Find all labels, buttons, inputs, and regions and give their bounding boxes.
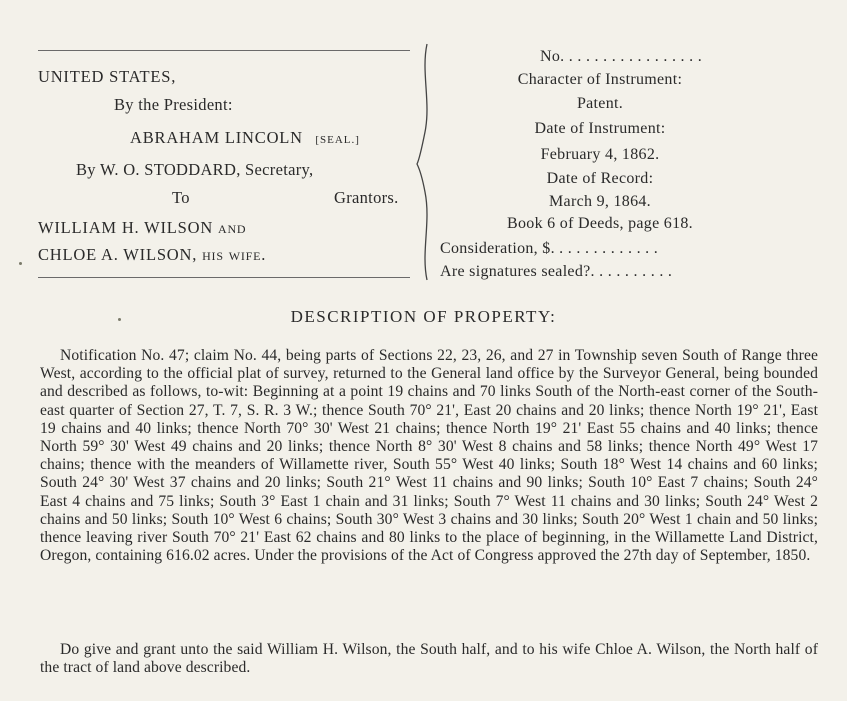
secretary-line: By W. O. STODDARD, Secretary, [76,160,314,179]
section-heading: DESCRIPTION OF PROPERTY: [290,307,557,326]
grantors-word: Grantors. [334,188,399,207]
character-label: Character of Instrument: [517,71,683,88]
brace-divider [415,42,439,282]
to-word: To [172,188,190,207]
president-name-line [130,128,360,148]
parties-block [38,50,410,277]
by-president-line: By the President: [114,95,233,114]
book-reference: Book 6 of Deeds, page 618. [507,215,693,232]
date-instrument-value: February 4, 1862. [540,146,660,163]
united-states-line: UNITED STATES, [38,67,177,86]
date-record-value: March 9, 1864. [549,193,651,210]
character-value: Patent. [576,95,624,112]
date-instrument-label: Date of Instrument: [534,120,666,137]
grantee-line-1: WILLIAM H. WILSON and [38,218,247,237]
signatures-sealed-line: Are signatures sealed?. . . . . . . . . . [440,263,673,280]
date-record-label: Date of Record: [546,170,654,187]
grant-clause-paragraph: Do give and grant unto the said William H. Wilson, the South half, and to his wife Chloe A. Wilson, the North half of the tract of land above described. [40,641,818,677]
president-name: ABRAHAM LINCOLN [130,128,303,147]
seal-mark: [SEAL.] [315,134,360,146]
grantee-line-2: CHLOE A. WILSON, his wife. [38,245,267,264]
property-description-paragraph: Notification No. 47; claim No. 44, being parts of Sections 22, 23, 26, and 27 in Township seven South of Range three West, according to the official plat of survey, returned to the General land office by the Surveyor General, being bounded and described as follows, to-wit: Beginning at a point 19 chains and 70 links South of the North-east corner of the South-east quarter of Section 27, T. 7, S. R. 3 W.; thence South 70° 21', East 20 chains and 20 links; thence North 19° 21', East 19 chains and 40 links; thence North 70° 30' West 21 chains; thence North 19° 21' East 55 chains and 40 links; thence North 59° 30' West 49 chains and 20 links; thence North 8° 30' West 8 chains and 58 links; thence North 49° West 17 chains; thence with the meanders of Willamette river, South 55° West 40 links; South 18° West 14 chains and 60 links; South 24° 30' West 37 chains and 20 links; South 21° West 11 chains and 90 links; South 10° East 7 chains; South 24° East 4 chains and 75 links; South 3° East 1 chain and 31 links; South 7° West 11 chains and 30 links; South 24° West 2 chains and 50 links; South 10° West 6 chains; South 30° West 3 chains and 30 links; South 20° West 1 chain and 50 links; thence leaving river South 70° 21' East 62 chains and 80 links to the place of beginning, in the Willamette Land District, Oregon, containing 616.02 acres. Under the provisions of the Act of Congress approved the 27th day of September, 1850. [40,347,818,565]
bottom-rule [38,277,410,278]
consideration-line: Consideration, $. . . . . . . . . . . . . [440,240,659,257]
record-number: No. . . . . . . . . . . . . . . . . [540,48,703,65]
ink-speck [19,262,22,265]
